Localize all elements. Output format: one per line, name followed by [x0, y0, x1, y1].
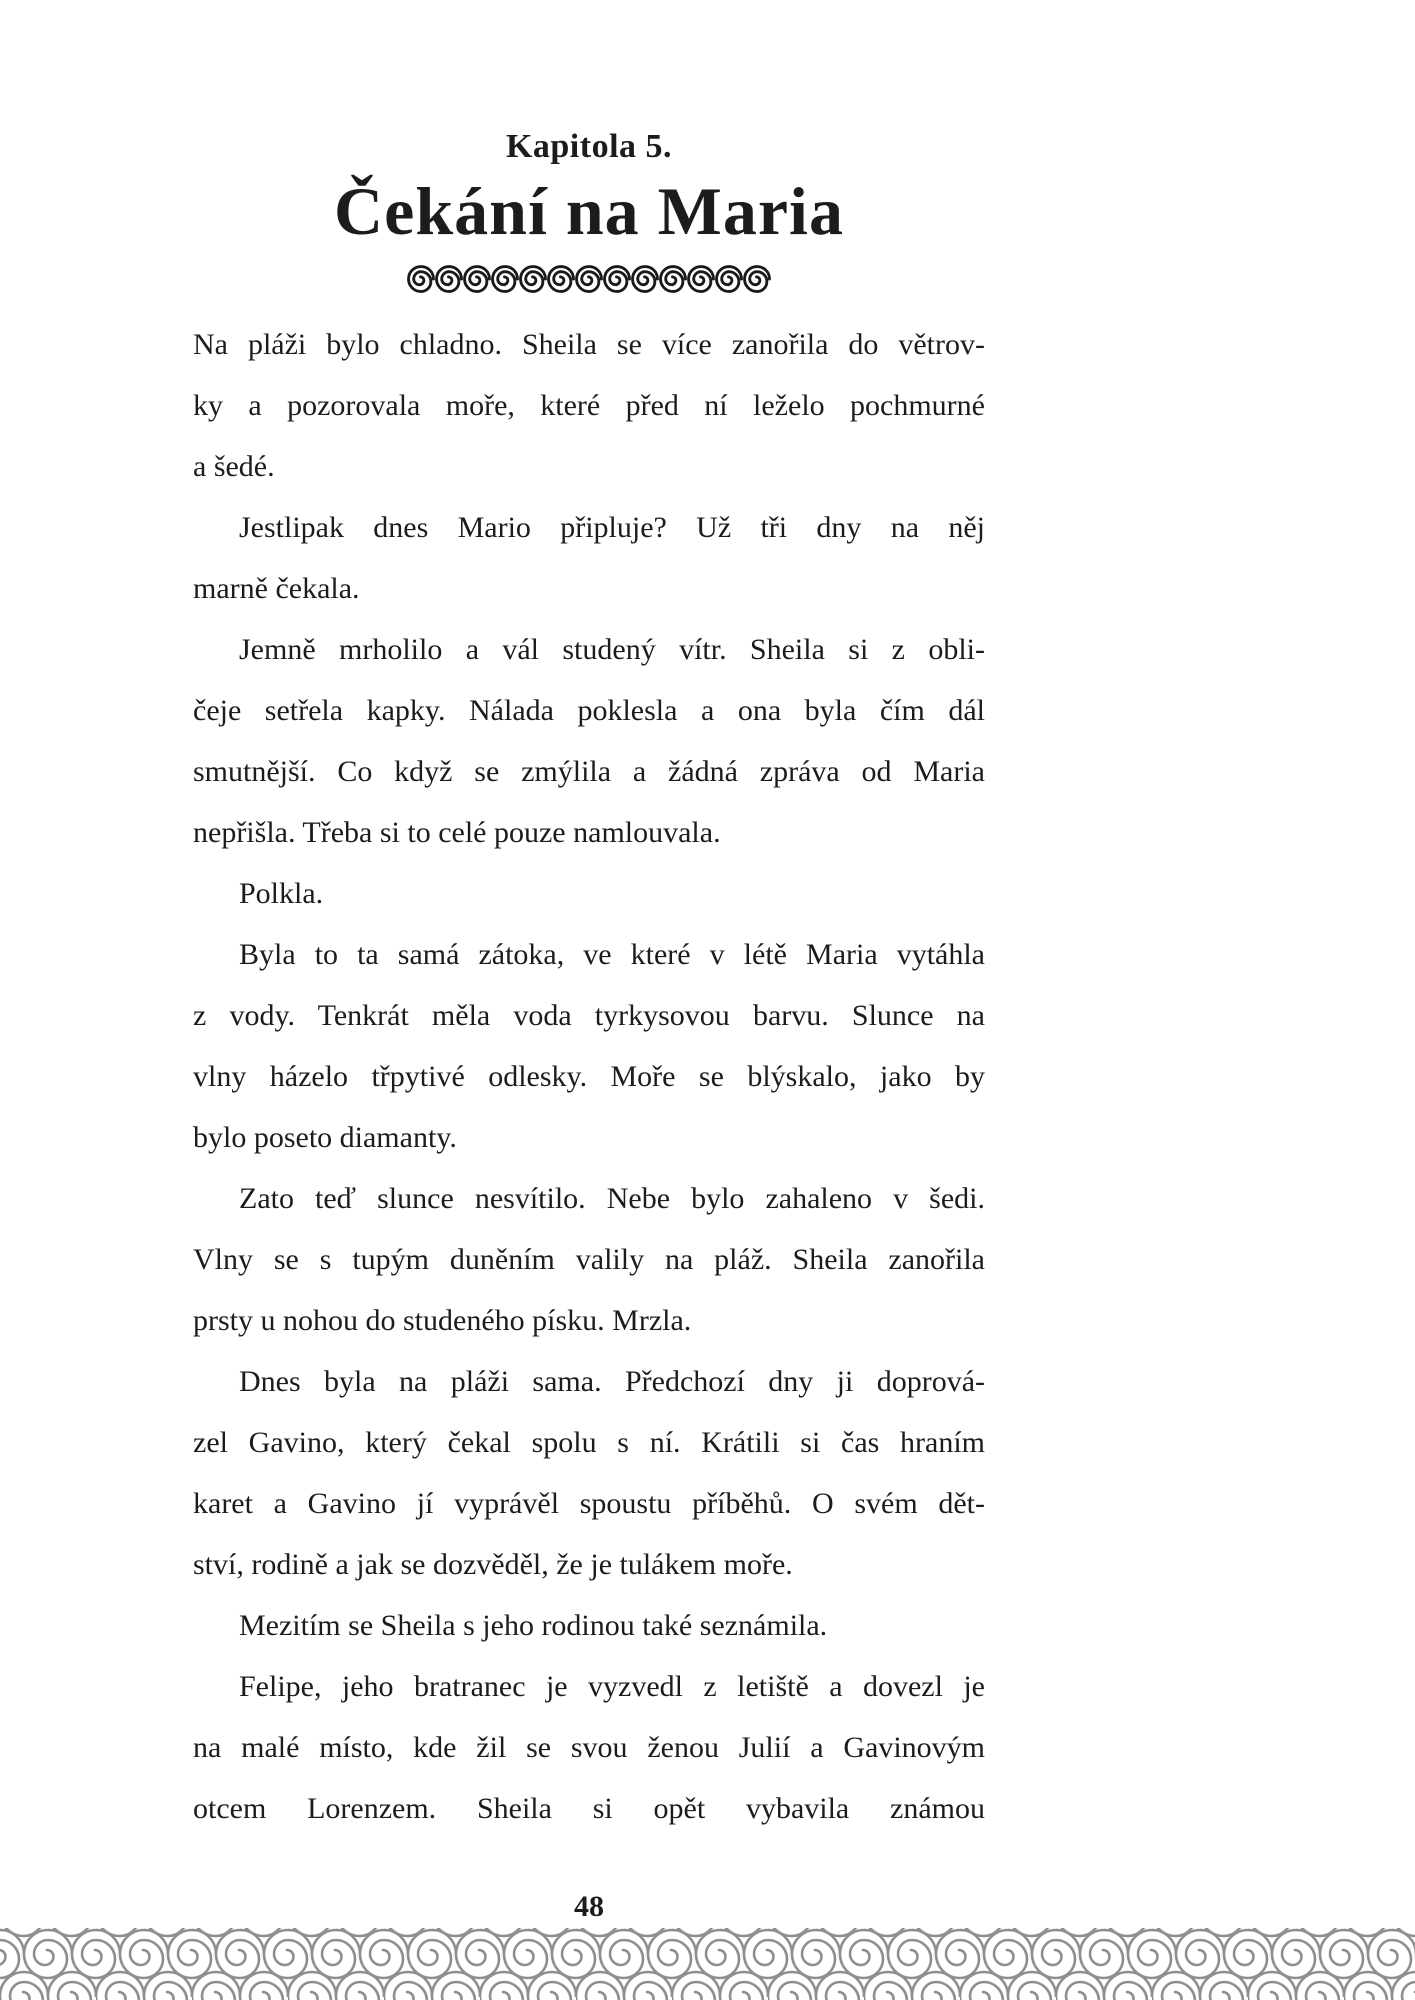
text-line: Byla to ta samá zátoka, ve které v létě Maria vytáhla	[239, 938, 985, 971]
text-line: Felipe, jeho bratranec je vyzvedl z letiště a dovezl je	[239, 1670, 985, 1703]
text-line: vlny házelo třpytivé odlesky. Moře se blýskalo, jako by	[193, 1060, 985, 1093]
text-line: Zato teď slunce nesvítilo. Nebe bylo zahaleno v šedi.	[239, 1182, 985, 1215]
page-number: 48	[574, 1890, 604, 1923]
chapter-title: Čekání na Maria	[334, 173, 844, 249]
paragraph	[193, 497, 985, 619]
swirl-ornament-icon	[407, 264, 771, 294]
text-line: a šedé.	[193, 450, 275, 483]
text-line: marně čekala.	[193, 572, 360, 605]
paragraph	[193, 314, 985, 497]
paragraph	[193, 619, 985, 863]
text-column	[193, 128, 985, 1839]
text-line: ství, rodině a jak se dozvěděl, že je tulákem moře.	[193, 1548, 793, 1581]
text-line: karet a Gavino jí vyprávěl spoustu příběhů. O svém dět-	[193, 1487, 985, 1520]
text-line: otcem Lorenzem. Sheila si opět vybavila známou	[193, 1792, 985, 1825]
paragraph	[193, 1168, 985, 1351]
text-line: Jestlipak dnes Mario připluje? Už tři dny na něj	[239, 511, 985, 544]
text-line: čeje setřela kapky. Nálada poklesla a ona byla čím dál	[193, 694, 985, 727]
text-line: Na pláži bylo chladno. Sheila se více zanořila do větrov-	[193, 328, 985, 361]
paragraph	[193, 924, 985, 1168]
text-line: Jemně mrholilo a vál studený vítr. Sheila si z obli-	[239, 633, 985, 666]
paragraph	[193, 1351, 985, 1595]
text-line: nepřišla. Třeba si to celé pouze namlouvala.	[193, 816, 721, 849]
text-line: ky a pozorovala moře, které před ní leželo pochmurné	[193, 389, 985, 422]
body-text	[193, 314, 985, 1839]
text-line: na malé místo, kde žil se svou ženou Julií a Gavinovým	[193, 1731, 985, 1764]
wave-border-ornament	[0, 1928, 1415, 2000]
chapter-ornament	[193, 264, 985, 294]
paragraph	[193, 1656, 985, 1839]
text-line: z vody. Tenkrát měla voda tyrkysovou barvu. Slunce na	[193, 999, 985, 1032]
text-line: smutnější. Co když se zmýlila a žádná zpráva od Maria	[193, 755, 985, 788]
text-line: Polkla.	[239, 877, 324, 910]
text-line: Vlny se s tupým duněním valily na pláž. Sheila zanořila	[193, 1243, 985, 1276]
chapter-label: Kapitola 5.	[505, 128, 673, 165]
text-line: Dnes byla na pláži sama. Předchozí dny ji doprová-	[239, 1365, 985, 1398]
text-line: bylo poseto diamanty.	[193, 1121, 457, 1154]
paragraph	[193, 863, 985, 924]
text-line: prsty u nohou do studeného písku. Mrzla.	[193, 1304, 692, 1337]
text-line: Mezitím se Sheila s jeho rodinou také seznámila.	[239, 1609, 828, 1642]
paragraph	[193, 1595, 985, 1656]
text-line: zel Gavino, který čekal spolu s ní. Krátili si čas hraním	[193, 1426, 985, 1459]
